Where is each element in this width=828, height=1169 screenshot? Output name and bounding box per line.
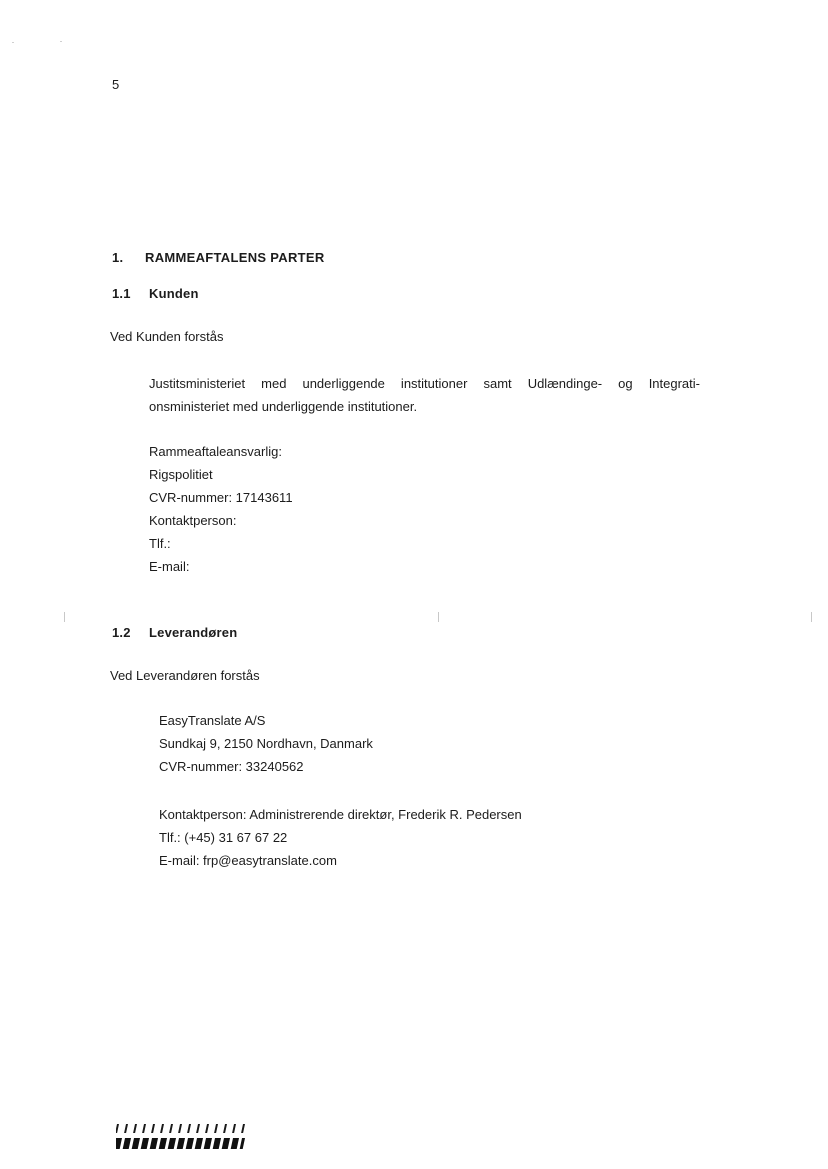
contact-line: E-mail: frp@easytranslate.com	[159, 853, 337, 868]
company-line: EasyTranslate A/S	[159, 713, 266, 728]
scan-tick-mark	[64, 612, 65, 622]
section-title: Leverandøren	[149, 625, 238, 640]
section-title: Kunden	[149, 286, 199, 301]
scan-speck	[12, 42, 14, 43]
scan-tick-mark	[438, 612, 439, 622]
customer-description-line: Justitsministeriet med underliggende institutioner samt Udlændinge- og Integrati-	[149, 376, 700, 391]
document-barcode	[116, 1124, 246, 1150]
supplier-company-block	[159, 709, 373, 778]
contact-line: E-mail:	[149, 559, 190, 574]
scan-tick-mark	[811, 612, 812, 622]
customer-description-line: onsministeriet med underliggende institutioner.	[149, 399, 418, 414]
barcode-bottom-row	[116, 1138, 245, 1149]
contact-line: Rammeaftaleansvarlig:	[149, 444, 282, 459]
company-line: CVR-nummer: 33240562	[159, 759, 304, 774]
section-number: 1.2	[112, 625, 131, 640]
barcode-top-row	[116, 1124, 245, 1133]
supplier-intro: Ved Leverandøren forstås	[110, 668, 260, 683]
contact-line: Kontaktperson:	[149, 513, 237, 528]
contact-line: Kontaktperson: Administrerende direktør, Frederik R. Pedersen	[159, 807, 522, 822]
section-heading-1	[112, 250, 325, 265]
customer-intro: Ved Kunden forstås	[110, 329, 224, 344]
contact-line: Tlf.:	[149, 536, 171, 551]
section-heading-1-1	[112, 286, 199, 301]
contact-line: CVR-nummer: 17143611	[149, 490, 293, 505]
customer-description	[149, 372, 700, 418]
supplier-contact-block	[159, 803, 522, 872]
section-number: 1.1	[112, 286, 131, 301]
contact-line: Rigspolitiet	[149, 467, 213, 482]
company-line: Sundkaj 9, 2150 Nordhavn, Danmark	[159, 736, 373, 751]
customer-contact-block	[149, 440, 293, 578]
section-heading-1-2	[112, 625, 237, 640]
section-number: 1.	[112, 250, 124, 265]
contact-line: Tlf.: (+45) 31 67 67 22	[159, 830, 288, 845]
page-number: 5	[112, 77, 120, 92]
scan-speck	[60, 41, 62, 42]
section-title: RAMMEAFTALENS PARTER	[145, 250, 325, 265]
